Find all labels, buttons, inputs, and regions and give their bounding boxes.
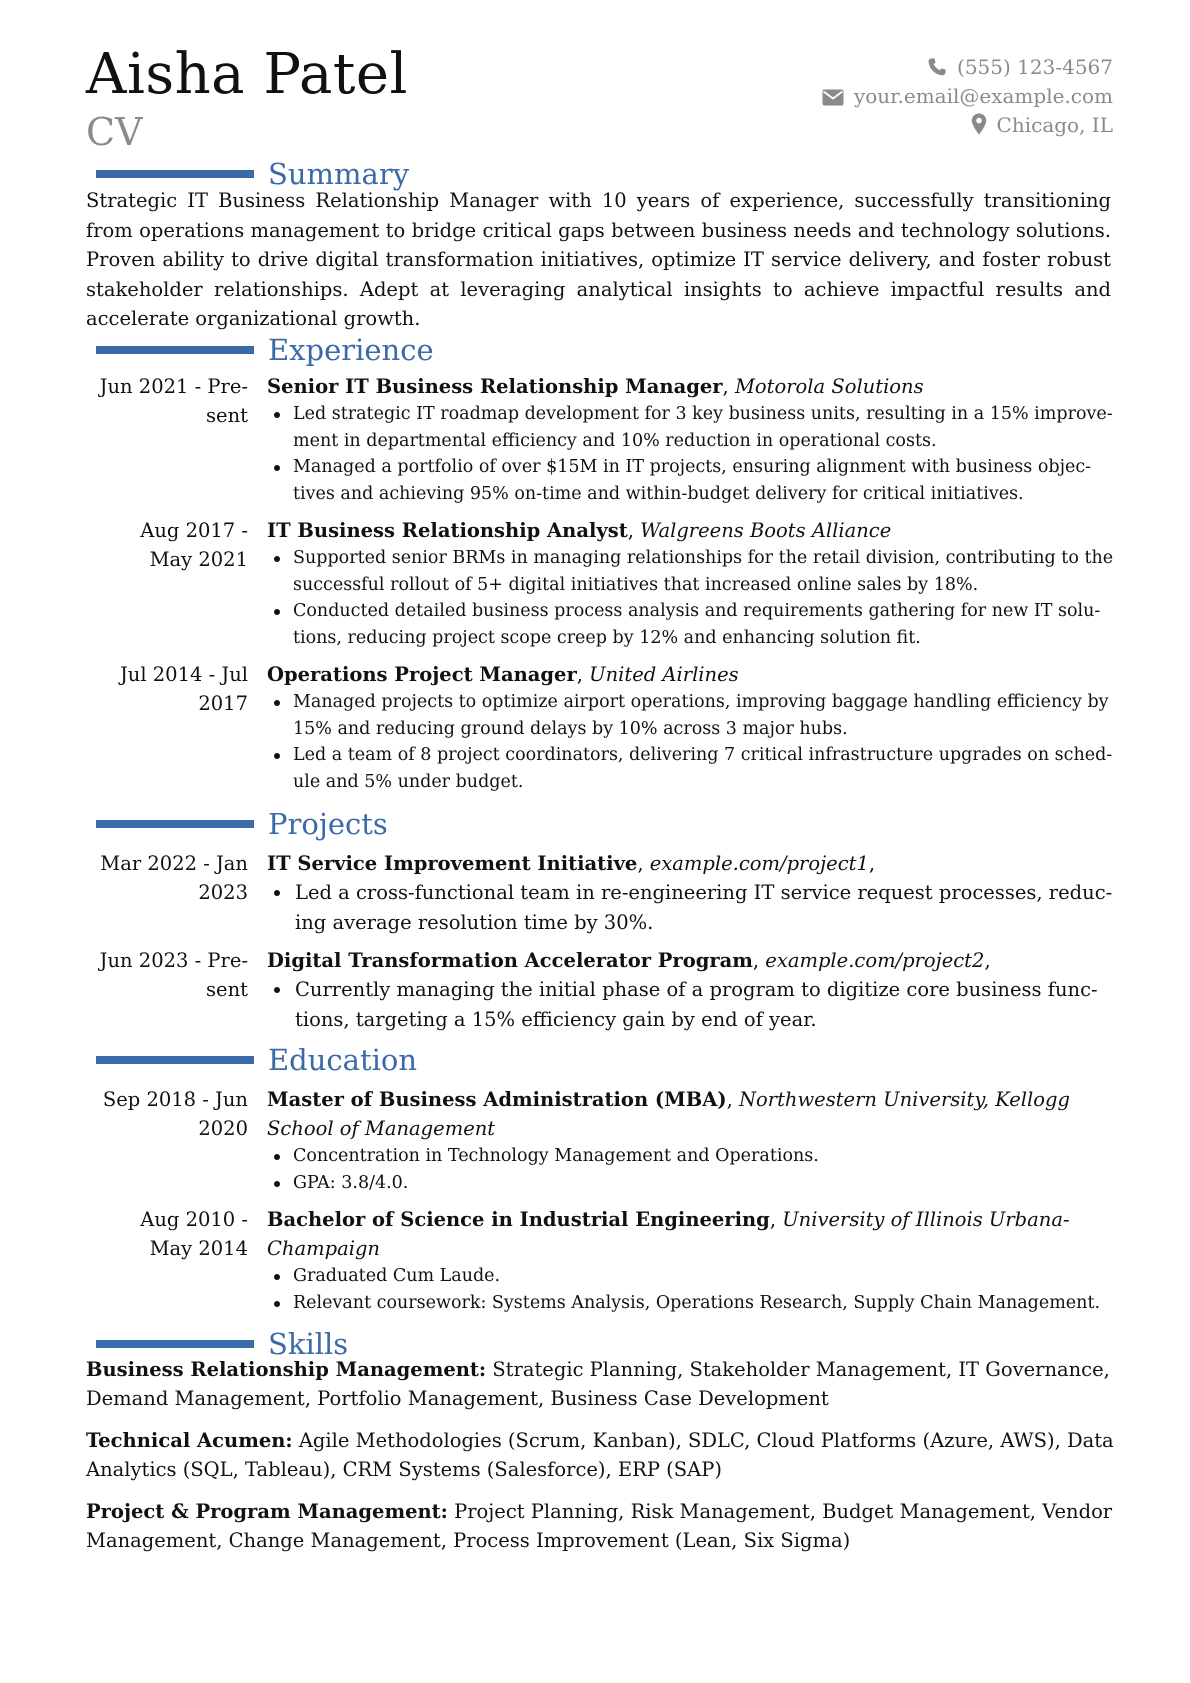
skill-group xyxy=(86,1426,1116,1484)
entry-date xyxy=(86,372,248,430)
list-item: Relevant coursework: Systems Analysis, Operations Research, Supply Chain Management. xyxy=(267,1290,1117,1317)
list-item: Graduated Cum Laude. xyxy=(267,1263,1117,1290)
entry-heading: Digital Transformation Accelerator Program, example.com/project2, xyxy=(267,949,991,972)
entry-bullets xyxy=(267,689,1117,795)
list-item: Supported senior BRMs in managing relationships for the retail division, contributing to the successful rollout of 5+ digital initiatives that increased online sales by 18%. xyxy=(267,545,1117,598)
list-item: Led strategic IT roadmap development for 3 key business units, resulting in a 15% improvement in departmental efficiency and 10% reduction in operational costs. xyxy=(267,401,1117,454)
section-accent-bar xyxy=(96,346,254,354)
entry-title: Bachelor of Science in Industrial Engineering xyxy=(267,1208,770,1231)
entry-title: IT Service Improvement Initiative xyxy=(267,852,638,875)
entry-heading: Senior IT Business Relationship Manager, Motorola Solutions xyxy=(267,375,924,398)
entry-title: Senior IT Business Relationship Manager xyxy=(267,375,723,398)
list-item: Managed a portfolio of over $15M in IT projects, ensuring alignment with business objectives and achieving 95% on-time and within-budget delivery for critical initiatives. xyxy=(267,454,1117,507)
contact-location xyxy=(693,111,1113,140)
date-line: 2020 xyxy=(198,1117,248,1140)
date-line: Jul 2014 - Jul xyxy=(119,663,248,686)
section-projects-heading xyxy=(96,806,1096,842)
section-title: Summary xyxy=(268,157,410,191)
section-accent-bar xyxy=(96,170,254,178)
entry-heading: IT Service Improvement Initiative, example.com/project1, xyxy=(267,852,876,875)
entry-bullets xyxy=(267,1143,1117,1196)
map-marker-icon xyxy=(971,113,987,135)
section-accent-bar xyxy=(96,820,254,828)
section-education-heading xyxy=(96,1042,1096,1078)
document-type: CV xyxy=(86,110,143,154)
date-line: 2023 xyxy=(198,881,248,904)
entry-title: Digital Transformation Accelerator Program xyxy=(267,949,753,972)
contact-email xyxy=(693,82,1113,111)
entry-heading: IT Business Relationship Analyst, Walgreens Boots Alliance xyxy=(267,519,892,542)
entry-title: Operations Project Manager xyxy=(267,663,577,686)
date-line: May 2021 xyxy=(149,548,248,571)
skill-category: Business Relationship Management: xyxy=(86,1358,487,1381)
entry-heading: Operations Project Manager, United Airlines xyxy=(267,663,739,686)
section-title: Education xyxy=(268,1043,418,1077)
section-accent-bar xyxy=(96,1056,254,1064)
entry-date xyxy=(86,1205,248,1263)
entry-bullets xyxy=(267,878,1117,937)
project-link[interactable]: example.com/project2 xyxy=(765,949,985,972)
entry-heading: Bachelor of Science in Industrial Engineering, University of Illinois Urbana-Champaign xyxy=(267,1208,1070,1260)
list-item: Led a cross-functional team in re-engineering IT service request processes, reducing average resolution time by 30%. xyxy=(267,878,1117,937)
list-item: Concentration in Technology Management and Operations. xyxy=(267,1143,1117,1170)
contact-phone xyxy=(693,53,1113,82)
entry-organization: Northwestern University, Kellogg School of Management xyxy=(267,1088,1070,1140)
entry-bullets xyxy=(267,401,1117,507)
candidate-name: Aisha Patel xyxy=(86,42,408,107)
date-line: Sep 2018 - Jun xyxy=(102,1088,248,1111)
date-line: Aug 2010 - xyxy=(140,1208,248,1231)
list-item: Conducted detailed business process analysis and requirements gathering for new IT solutions, reducing project scope creep by 12% and enhancing solution fit. xyxy=(267,598,1117,651)
date-line: Aug 2017 - xyxy=(140,519,248,542)
contact-block xyxy=(693,53,1113,140)
entry-heading: Master of Business Administration (MBA), Northwestern University, Kellogg School of Management xyxy=(267,1088,1070,1140)
entry-body xyxy=(267,946,1117,1034)
entry-date xyxy=(86,516,248,574)
date-line: sent xyxy=(206,404,248,427)
list-item: GPA: 3.8/4.0. xyxy=(267,1170,1117,1197)
skill-category: Project & Program Management: xyxy=(86,1500,448,1523)
list-item: Led a team of 8 project coordinators, delivering 7 critical infrastructure upgrades on schedule and 5% under budget. xyxy=(267,742,1117,795)
entry-title: IT Business Relationship Analyst xyxy=(267,519,628,542)
section-title: Skills xyxy=(268,1327,349,1361)
entry-date xyxy=(86,1085,248,1143)
skill-group xyxy=(86,1355,1116,1413)
entry-date xyxy=(86,849,248,907)
section-experience-heading xyxy=(96,332,1096,368)
entry-organization: Walgreens Boots Alliance xyxy=(640,519,892,542)
entry-body xyxy=(267,660,1117,795)
entry-body xyxy=(267,849,1117,937)
date-line: Mar 2022 - Jan xyxy=(100,852,248,875)
summary-text: Strategic IT Business Relationship Manager with 10 years of experience, successfully transitioning from operations management to bridge critical gaps between business needs and technology solutions. Proven ability to drive digital transformation initiatives, optimize IT service delivery, and foster robust stakeholder relationships. Adept at leveraging analytical insights to achieve impactful results and accelerate organizational growth. xyxy=(86,189,1111,331)
entry-date xyxy=(86,946,248,1004)
entry-organization: Motorola Solutions xyxy=(734,375,924,398)
entry-body xyxy=(267,1085,1117,1196)
entry-organization: United Airlines xyxy=(589,663,739,686)
skill-items: Agile Methodologies (Scrum, Kanban), SDLC, Cloud Platforms (Azure, AWS), Data Analytics (SQL, Tableau), CRM Systems (Salesforce), ERP (SAP) xyxy=(86,1429,1114,1481)
entry-title: Master of Business Administration (MBA) xyxy=(267,1088,727,1111)
list-item: Currently managing the initial phase of a program to digitize core business functions, targeting a 15% efficiency gain by end of year. xyxy=(267,975,1117,1034)
entry-bullets xyxy=(267,975,1117,1034)
phone-text: (555) 123-4567 xyxy=(957,55,1113,79)
entry-body xyxy=(267,1205,1117,1316)
entry-organization: University of Illinois Urbana-Champaign xyxy=(267,1208,1070,1260)
skill-items: Project Planning, Risk Management, Budget Management, Vendor Management, Change Management, Process Improvement (Lean, Six Sigma) xyxy=(86,1500,1113,1552)
envelope-icon xyxy=(822,89,844,106)
date-line: Jun 2021 - Pre- xyxy=(99,375,248,398)
section-accent-bar xyxy=(96,1340,254,1348)
entry-bullets xyxy=(267,1263,1117,1316)
project-link[interactable]: example.com/project1 xyxy=(649,852,869,875)
section-title: Projects xyxy=(268,807,388,841)
date-line: May 2014 xyxy=(149,1237,248,1260)
skill-category: Technical Acumen: xyxy=(86,1429,293,1452)
date-line: 2017 xyxy=(198,692,248,715)
list-item: Managed projects to optimize airport operations, improving baggage handling efficiency by 15% and reducing ground delays by 10% across 3 major hubs. xyxy=(267,689,1117,742)
skill-items: Strategic Planning, Stakeholder Management, IT Governance, Demand Management, Portfolio Management, Business Case Development xyxy=(86,1358,1110,1410)
phone-icon xyxy=(927,57,947,77)
entry-bullets xyxy=(267,545,1117,651)
entry-date xyxy=(86,660,248,718)
section-title: Experience xyxy=(268,333,434,367)
date-line: sent xyxy=(206,978,248,1001)
email-text[interactable]: your.email@example.com xyxy=(853,84,1113,108)
date-line: Jun 2023 - Pre- xyxy=(99,949,248,972)
entry-body xyxy=(267,372,1117,507)
skill-group xyxy=(86,1497,1116,1555)
location-text: Chicago, IL xyxy=(996,113,1113,137)
entry-body xyxy=(267,516,1117,651)
